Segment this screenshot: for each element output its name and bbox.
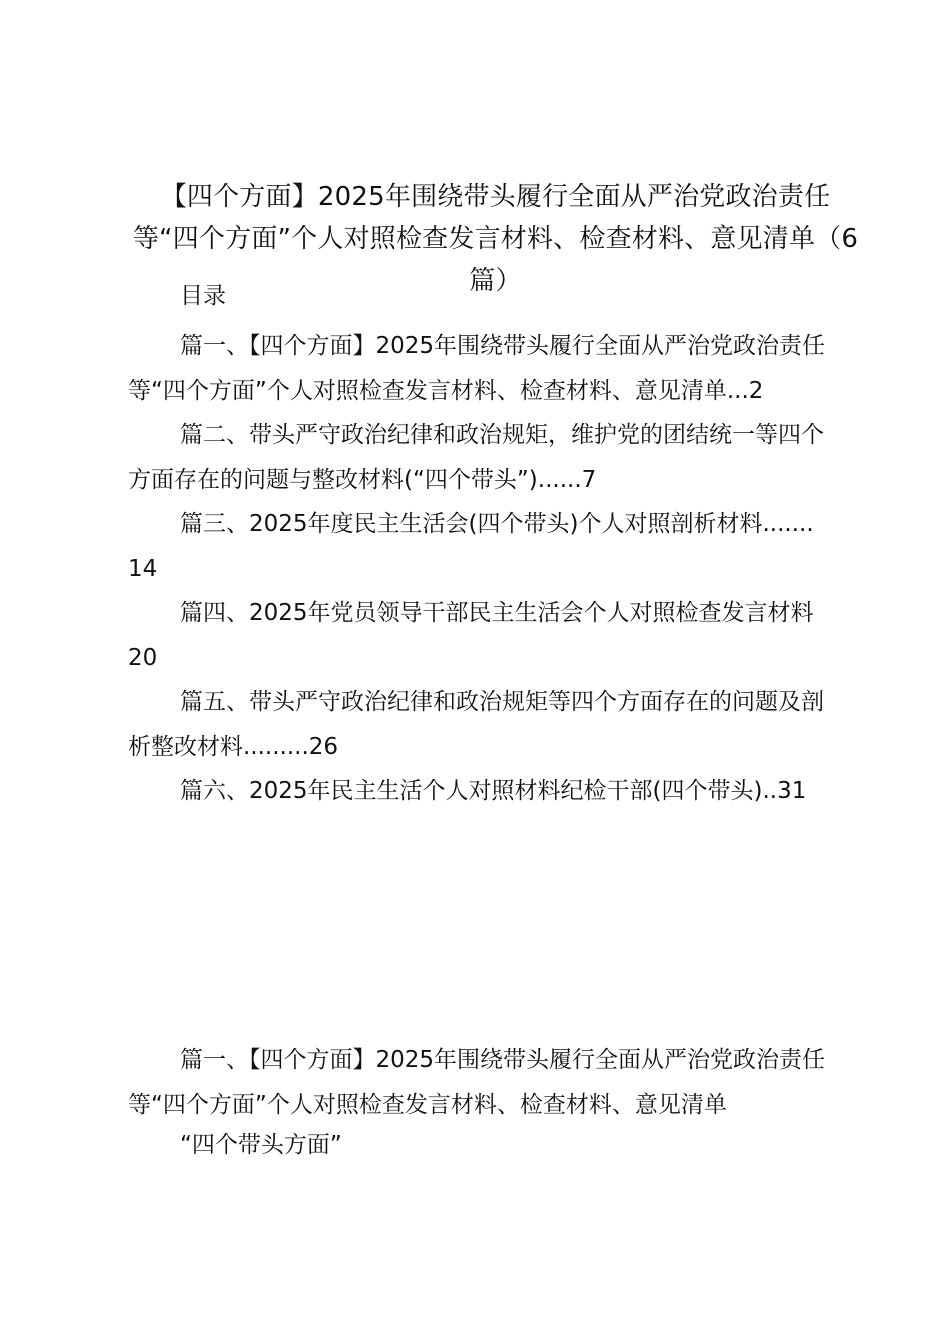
document-title: 【四个方面】2025年围绕带头履行全面从严治党政治责任等“四个方面”个人对照检查发言材料、检查材料、意见清单（6篇） (132, 182, 859, 296)
section-one-heading: 篇一、【四个方面】2025年围绕带头履行全面从严治党政治责任等“四个方面”个人对照检查发言材料、检查材料、意见清单 (128, 1047, 826, 1118)
toc-label: 目录 (180, 283, 226, 309)
toc-entry-5[interactable]: 篇五、带头严守政治纪律和政治规矩等四个方面存在的问题及剖析整改材料.........26 (128, 689, 824, 760)
table-of-contents (128, 324, 828, 814)
section-one-subheading: “四个带头方面” (180, 1132, 342, 1158)
toc-entry-4[interactable]: 篇四、2025年党员领导干部民主生活会个人对照检查发言材料20 (128, 600, 814, 671)
toc-entry-1[interactable]: 篇一、【四个方面】2025年围绕带头履行全面从严治党政治责任等“四个方面”个人对照检查发言材料、检查材料、意见清单...2 (128, 333, 826, 404)
toc-entry-3[interactable]: 篇三、2025年度民主生活会(四个带头)个人对照剖析材料.......14 (128, 511, 814, 582)
toc-entry-2[interactable]: 篇二、带头严守政治纪律和政治规矩，维护党的团结统一等四个方面存在的问题与整改材料(“四个带头”)......7 (128, 422, 824, 493)
toc-entry-6[interactable]: 篇六、2025年民主生活个人对照材料纪检干部(四个带头)..31 (180, 778, 807, 804)
